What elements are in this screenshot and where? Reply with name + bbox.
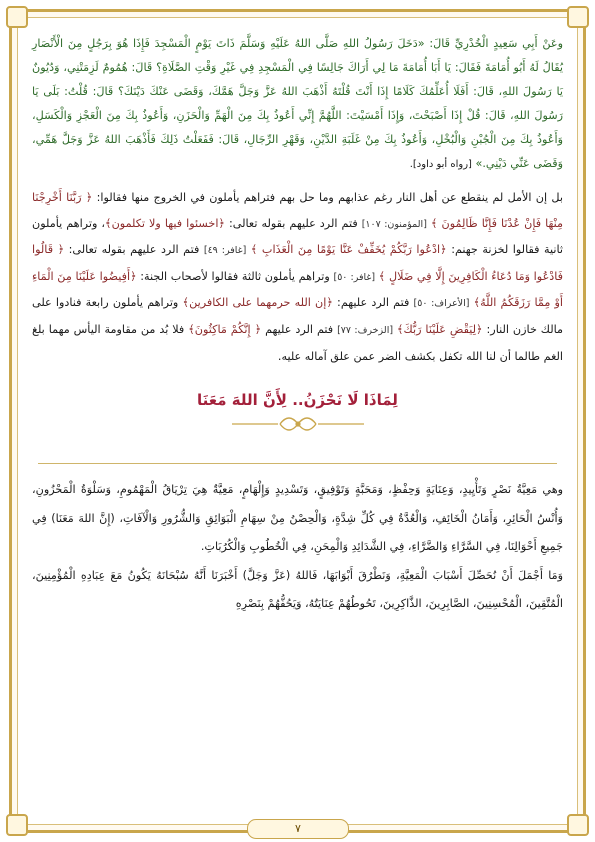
prose-text: فتم الرد عليهم: <box>337 296 410 310</box>
prose-text: وتراهم يأملون رابعة فنادوا على مالك خازن النار: <box>32 296 564 336</box>
section-heading-block <box>178 387 418 435</box>
maiyya-causes-paragraph: وَمَا أَجْمَلَ أَنْ نُحَصِّلَ أَسْبَابَ الْمَعِيَّةِ، وَنَطْرُقَ أَبْوَابَهَا، فَاللهُ (عَزَّ وَجَلَّ) أَخْبَرَنَا أَنَّهُ سُبْحَانَهُ يَكُونُ مَعَ عِبَادِهِ الْمُؤْمِنِينَ، الْمُتَّقِينَ، الْمُحْسِنِينَ، الصَّابِرِينَ، الذَّاكِرِينَ، تَحُوطُهُمْ عِنَايَتُهُ، وَيَحُفُّهُمْ بِنَصْرِهِ <box>32 568 563 611</box>
hadith-reference: [رواه أبو داود]. <box>409 159 472 170</box>
quran-verse: ﴿ إِنَّكُمْ مَاكِثُونَ﴾ <box>188 322 262 336</box>
hope-paragraph <box>32 185 563 369</box>
heading-ornament-icon <box>178 413 418 435</box>
prose-text: فتم الرد عليهم <box>265 322 334 336</box>
verse-reference: [الأعراف: ٥٠] <box>413 298 470 310</box>
prose-text: ، وتراهم يأملون ثانية فقالوا لخزنة جهنم: <box>32 216 564 257</box>
quran-verse: ﴿ رَبَّنَا أَخْرِجْنَا مِنْهَا فَإِنْ عُدْنَا فَإِنَّا ظَالِمُونَ ﴾ <box>32 191 564 230</box>
hadith-paragraph <box>32 32 563 177</box>
section-heading: لِمَاذَا لَا نَحْزَنُ.. لِأَنَّ اللهَ مَعَنَا <box>197 391 398 410</box>
hadith-text: وعَنْ أَبِي سَعِيدٍ الْخُدْرِيِّ قَالَ: «دَخَلَ رَسُولُ اللهِ صَلَّى اللهُ عَلَيْهِ وَسَلَّمَ ذَاتَ يَوْمٍ الْمَسْجِدَ فَإِذَا هُوَ بِرَجُلٍ مِنَ الْأَنْصَارِ يُقَالُ لَهُ أَبُو أُمَامَةَ فَقَالَ: يَا أَبَا أُمَامَةَ مَا لِي أَرَاكَ جَالِسًا فِي الْمَسْجِدِ فِي غَيْرِ وَقْتِ الصَّلَاةِ؟ قَالَ: هُمُومٌ لَزِمَتْنِي، وَدُيُونٌ يَا رَسُولَ اللهِ، قَالَ: أَفَلَا أُعَلِّمُكَ كَلَامًا إِذَا أَنْتَ قُلْتَهُ أَذْهَبَ اللهُ عَزَّ وَجَلَّ هَمَّكَ، وَقَضَى عَنْكَ دَيْنَكَ؟ قَالَ: قُلْتُ: بَلَى يَا رَسُولَ اللهِ، قَالَ: قُلْ إِذَا أَصْبَحْتَ، وَإِذَا أَمْسَيْتَ: اللَّهُمَّ إِنِّي أَعُوذُ بِكَ مِنَ الْهَمِّ وَالْحَزَنِ، وَأَعُوذُ بِكَ مِنَ الْعَجْزِ وَالْكَسَلِ، وَأَعُوذُ بِكَ مِنَ الْجُبْنِ وَالْبُخْلِ، وَأَعُوذُ بِكَ مِنْ غَلَبَةِ الدَّيْنِ، وَقَهْرِ الرِّجَالِ، قَالَ: فَفَعَلْتُ ذَلِكَ فَأَذْهَبَ اللهُ عَزَّ وَجَلَّ هَمِّي، وَقَضَى عَنِّي دَيْنِي.» <box>32 37 563 170</box>
quran-verse: ﴿ قَالُوا فَادْعُوا وَمَا دُعَاءُ الْكَافِرِينَ إِلَّا فِي ضَلَالٍ ﴾ <box>32 243 563 283</box>
corner-ornament <box>6 6 28 28</box>
prose-text: فتم الرد عليهم بقوله تعالى: <box>229 216 358 230</box>
prose-text: بل إن الأمل لم ينقطع عن أهل النار رغم عذابهم وما حل بهم فتراهم يأملون في الخروج منها فقالوا: <box>96 191 563 204</box>
section-divider <box>38 463 557 464</box>
corner-ornament <box>567 6 589 28</box>
quran-verse: ﴿أَفِيضُوا عَلَيْنَا مِنَ الْمَاءِ أَوْ مِمَّا رَزَقَكُمُ اللَّهُ﴾ <box>32 269 564 310</box>
verse-reference: [غافر: ٥٠] <box>333 271 376 283</box>
prose-text: فلا بُد من مقاومة اليأس مهما بلغ الغم طالما أن لنا الله تكفل بكشف الضر عمن علق آماله عليه. <box>32 322 563 363</box>
page-content <box>32 32 563 619</box>
verse-reference: [الزخرف: ٧٧] <box>337 324 394 336</box>
quran-verse: ﴿اخسئوا فيها ولا تكلمون﴾ <box>105 216 225 230</box>
corner-ornament <box>567 814 589 836</box>
quran-verse: ﴿ادْعُوا رَبَّكُمْ يُخَفِّفْ عَنَّا يَوْمًا مِنَ الْعَذَابِ ﴾ <box>250 243 447 257</box>
quran-verse: ﴿لِيَقْضِ عَلَيْنَا رَبُّكَ﴾ <box>396 322 483 336</box>
verse-reference: [المؤمنون: ١٠٧] <box>361 218 427 230</box>
maiyya-paragraph: وهي مَعِيَّةُ نَصْرٍ وَتَأْيِيدٍ، وَعِنَايَةٍ وَحِفْظٍ، وَمَحَبَّةٍ وَتَوْفِيقٍ، وَتَسْدِيدٍ وَإِلْهَامٍ، مَعِيَّةٌ هِيَ تِرْيَاقُ الْمَهْمُومِ، وَسَلْوَةُ الْمَحْزُونِ، وَأُنْسُ الْحَائِرِ، وَأَمَانُ الْخَائِفِ، وَالْعُدَّةُ فِي كُلِّ شِدَّةٍ، وَالْحِصْنُ مِنْ سِهَامِ الْبَوَائِقِ وَالشُّرُورِ وَالْآفَاتِ، (إِنَّ اللهَ مَعَنَا) فِي جَمِيعِ أَحْوَالِنَا، فِي السَّرَّاءِ وَالضَّرَّاءِ، فِي الشَّدَائِدِ وَالْمِحَنِ، فِي الْخُطُوبِ وَالْكُرُبَاتِ. <box>32 483 563 554</box>
quran-verse: ﴿إن الله حرمهما على الكافرين﴾ <box>182 296 333 310</box>
page-number: ٧ <box>247 819 349 839</box>
prose-text: فتم الرد عليهم بقوله تعالى: <box>68 243 200 257</box>
verse-reference: [غافر: ٤٩] <box>203 245 247 257</box>
corner-ornament <box>6 814 28 836</box>
prose-text: وتراهم يأملون ثالثة فقالوا لأصحاب الجنة: <box>140 269 330 283</box>
